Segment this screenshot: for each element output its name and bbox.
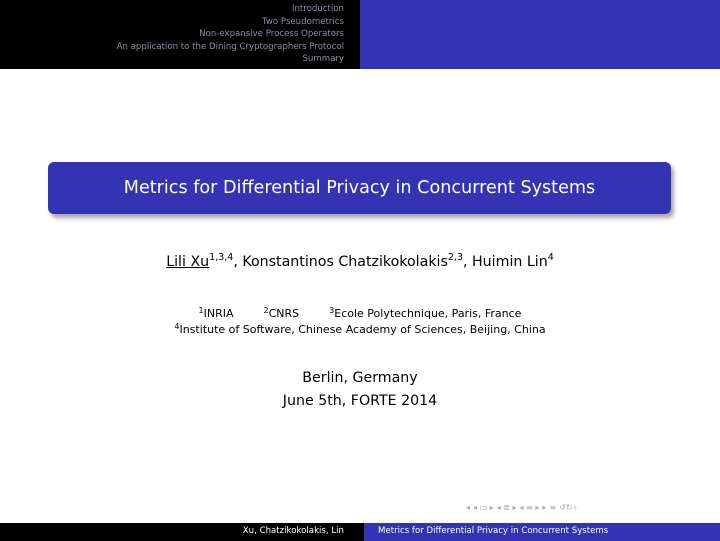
beamer-nav-symbols [466, 503, 578, 513]
section-nav-list [117, 3, 344, 66]
nav-align-icon[interactable]: ≡ [549, 503, 557, 512]
footer-author-panel [0, 523, 360, 541]
author-separator: , [233, 254, 243, 270]
affil-iscas: Institute of Software, Chinese Academy of Sciences, Beijing, China [179, 323, 546, 336]
footer-title-box [364, 523, 720, 541]
affiliation-line-2 [0, 322, 720, 336]
nav-frame-icon[interactable]: ◂ ▭ ▸ [473, 503, 494, 512]
footer-title-panel [360, 523, 720, 541]
author-name: Konstantinos Chatzikokolakis [242, 254, 448, 270]
slide-title: Metrics for Differential Privacy in Concurrent Systems [123, 178, 596, 198]
author-separator: , [462, 254, 473, 270]
author-affil-marks: 1,3,4 [209, 252, 234, 263]
nav-item-two-pseudometrics[interactable]: Two Pseudometrics [262, 16, 344, 27]
affil-mark: 1 [198, 306, 204, 315]
affil-mark: 4 [174, 322, 180, 331]
author-line [0, 252, 720, 270]
nav-item-non-expansive-operators[interactable]: Non-expansive Process Operators [199, 29, 344, 40]
header-bar [0, 0, 720, 69]
nav-item-summary[interactable]: Summary [302, 54, 344, 65]
affil-inria: INRIA [203, 307, 234, 320]
author-name: Huimin Lin [472, 254, 548, 270]
affil-mark: 2 [263, 306, 269, 315]
footer-authors: Xu, Chatzikokolakis, Lin [242, 526, 344, 536]
author-name-presenter: Lili Xu [166, 254, 210, 270]
nav-subsection-icon[interactable]: ◂ ≣ ▸ [496, 503, 517, 512]
author-affil-marks: 4 [547, 252, 554, 263]
nav-search-icon[interactable]: ↺↻∘ [559, 503, 578, 512]
nav-first-icon[interactable]: ◂ [466, 503, 471, 512]
header-accent-panel [360, 0, 720, 69]
venue-date-event: June 5th, FORTE 2014 [282, 393, 438, 409]
nav-item-introduction[interactable]: Introduction [291, 4, 344, 14]
nav-last-icon[interactable]: ▸ [542, 503, 547, 512]
author-affil-marks: 2,3 [447, 252, 463, 263]
venue-location: Berlin, Germany [302, 370, 418, 386]
affiliation-line-1 [0, 306, 720, 320]
affil-cnrs: CNRS [268, 307, 300, 320]
nav-section-icon[interactable]: ◂ ≡ ▸ [519, 503, 540, 512]
footer-bar [0, 523, 720, 541]
nav-item-dining-cryptographers[interactable]: An application to the Dining Cryptographers Protocol [116, 41, 344, 52]
affil-polytechnique: Ecole Polytechnique, Paris, France [334, 307, 522, 320]
footer-title: Metrics for Differential Privacy in Concurrent Systems [378, 526, 609, 536]
title-block [48, 162, 671, 214]
section-nav-panel [0, 0, 360, 69]
affil-mark: 3 [329, 306, 335, 315]
